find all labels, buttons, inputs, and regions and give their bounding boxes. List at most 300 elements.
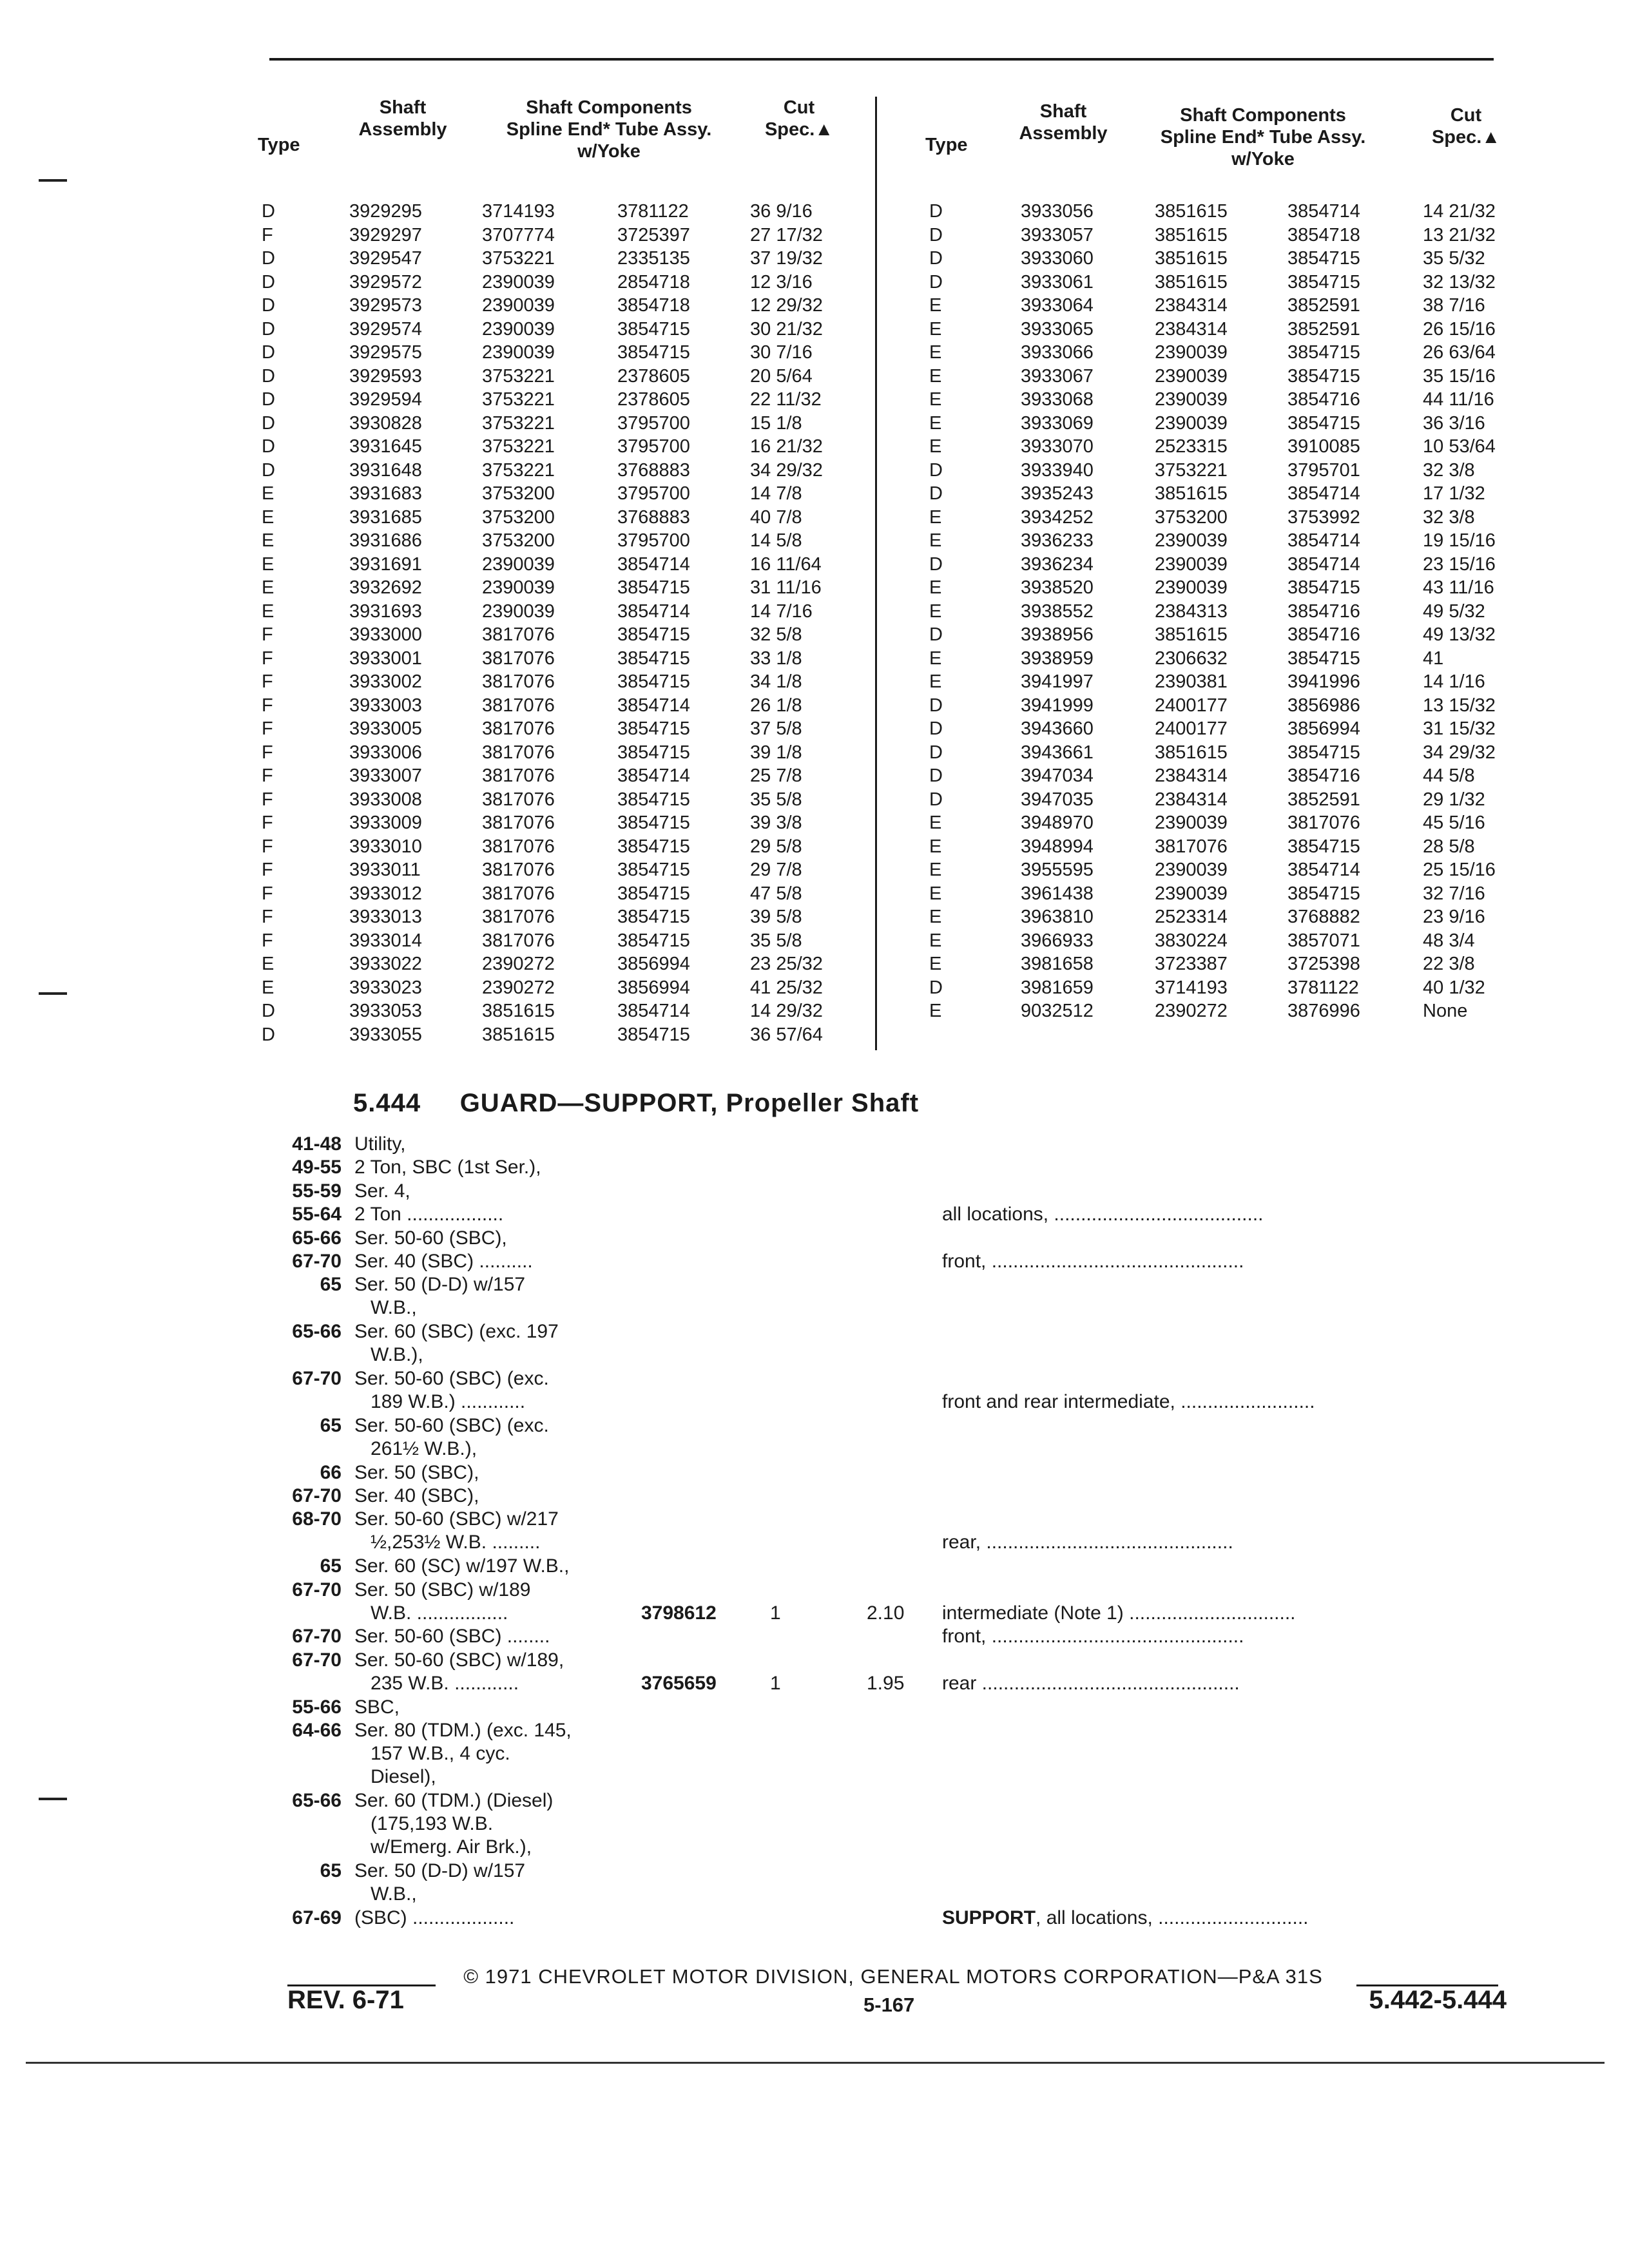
quantity: 1: [770, 1602, 781, 1624]
cell-type: E: [929, 577, 942, 598]
cell-spline-end: 2390381: [1155, 671, 1228, 692]
cell-tube-assy: 3854715: [1287, 342, 1360, 363]
header-shaft-assembly: Shaft Assembly: [358, 97, 447, 140]
application-description: Ser. 60 (SC) w/197 W.B.,: [354, 1555, 570, 1577]
cell-tube-assy: 3854716: [1287, 624, 1360, 645]
cell-type: D: [262, 295, 275, 316]
cell-spline-end: 2390039: [1155, 883, 1228, 904]
cell-type: E: [262, 553, 275, 575]
application-description: Utility,: [354, 1133, 406, 1155]
cell-cut-spec: 23 9/16: [1423, 907, 1485, 927]
cell-type: F: [262, 742, 273, 763]
cell-spline-end: 3851615: [1155, 742, 1228, 763]
application-description: Ser. 50-60 (SBC) (exc. 189 W.B.) ............: [354, 1368, 549, 1412]
section-title: GUARD—SUPPORT, Propeller Shaft: [459, 1089, 920, 1117]
cell-type: D: [929, 977, 943, 998]
cell-shaft-assembly: 3933068: [1021, 389, 1094, 410]
cell-shaft-assembly: 3938552: [1021, 601, 1094, 622]
cell-type: E: [929, 648, 942, 669]
model-years: 67-70: [292, 1368, 342, 1389]
cell-shaft-assembly: 3933008: [349, 789, 422, 810]
cell-type: F: [262, 624, 273, 645]
cell-spline-end: 3817076: [482, 812, 555, 833]
application-description: Ser. 60 (TDM.) (Diesel) (175,193 W.B. w/Emerg. Air Brk.),: [354, 1790, 554, 1858]
cell-tube-assy: 3854714: [1287, 530, 1360, 551]
cell-type: E: [929, 389, 942, 410]
cell-cut-spec: 22 11/32: [750, 389, 822, 410]
cell-type: E: [929, 860, 942, 880]
cell-shaft-assembly: 3933003: [349, 695, 422, 716]
cell-tube-assy: 3795700: [617, 412, 690, 434]
cell-spline-end: 2384314: [1155, 295, 1228, 316]
cell-tube-assy: 3854715: [617, 342, 690, 363]
header-cut-spec: Cut Spec.▲: [764, 97, 834, 140]
cell-spline-end: 2306632: [1155, 648, 1228, 669]
cell-type: F: [262, 883, 273, 904]
cell-shaft-assembly: 3929593: [349, 365, 422, 387]
application-description: Ser. 50-60 (SBC) ........: [354, 1626, 550, 1648]
cell-tube-assy: 3854715: [1287, 648, 1360, 669]
margin-mark: [39, 992, 67, 995]
header-type: Type: [258, 135, 300, 155]
cell-cut-spec: 19 15/16: [1423, 530, 1496, 551]
cell-tube-assy: 3856994: [1287, 718, 1360, 739]
model-years: 65: [320, 1414, 342, 1436]
cell-cut-spec: 49 13/32: [1423, 624, 1496, 645]
cell-tube-assy: 3854714: [617, 1001, 690, 1021]
cell-type: D: [929, 248, 943, 269]
cell-tube-assy: 3854715: [617, 860, 690, 880]
cell-type: F: [262, 224, 273, 245]
cell-shaft-assembly: 3929547: [349, 248, 422, 269]
application-description: Ser. 50 (SBC) w/189 W.B. .................: [354, 1579, 531, 1624]
cell-tube-assy: 3854715: [617, 789, 690, 810]
column-spline-end: [1155, 200, 1228, 1023]
cell-shaft-assembly: 3943661: [1021, 742, 1094, 763]
cell-type: D: [929, 695, 943, 716]
cell-shaft-assembly: 3933011: [349, 860, 421, 880]
cell-type: D: [929, 224, 943, 245]
cell-tube-assy: 3854714: [617, 765, 690, 786]
model-years: 67-70: [292, 1649, 342, 1671]
cell-tube-assy: 3795701: [1287, 459, 1360, 481]
cell-spline-end: 3817076: [482, 765, 555, 786]
cell-shaft-assembly: 3933056: [1021, 201, 1094, 222]
cell-spline-end: 3817076: [482, 695, 555, 716]
cell-type: D: [262, 1001, 275, 1021]
cell-type: E: [929, 883, 942, 904]
cell-type: F: [262, 695, 273, 716]
cell-type: E: [929, 530, 942, 551]
cell-type: E: [929, 954, 942, 974]
cell-spline-end: 3817076: [482, 624, 555, 645]
cell-shaft-assembly: 3930828: [349, 412, 422, 434]
cell-type: F: [262, 765, 273, 786]
cell-type: D: [262, 459, 275, 481]
cell-cut-spec: 26 15/16: [1423, 318, 1496, 340]
application-description: Ser. 60 (SBC) (exc. 197 W.B.),: [354, 1321, 559, 1366]
cell-shaft-assembly: 3941999: [1021, 695, 1094, 716]
cell-type: D: [929, 765, 943, 786]
cell-shaft-assembly: 3938520: [1021, 577, 1094, 598]
cell-type: E: [929, 1001, 942, 1021]
part-number: 3798612: [641, 1602, 717, 1624]
cell-cut-spec: 25 7/8: [750, 765, 802, 786]
cell-tube-assy: 3725397: [617, 224, 690, 245]
cell-spline-end: 2390039: [1155, 342, 1228, 363]
cell-shaft-assembly: 3929574: [349, 318, 422, 340]
cell-cut-spec: 47 5/8: [750, 883, 802, 904]
cell-shaft-assembly: 3943660: [1021, 718, 1094, 739]
application-description: Ser. 40 (SBC),: [354, 1485, 479, 1506]
location-note: all locations, .......................................: [942, 1204, 1264, 1225]
cell-tube-assy: 3817076: [1287, 812, 1360, 833]
cell-type: E: [929, 601, 942, 622]
cell-type: D: [929, 459, 943, 481]
model-years: 65: [320, 1555, 342, 1577]
cell-type: E: [929, 930, 942, 951]
margin-mark: [39, 179, 67, 182]
column-spline-end: [482, 200, 555, 1046]
cell-type: E: [929, 412, 942, 434]
cell-shaft-assembly: 3948994: [1021, 836, 1094, 857]
cell-cut-spec: 29 7/8: [750, 860, 802, 880]
cell-shaft-assembly: 3931693: [349, 601, 422, 622]
cell-tube-assy: 3854715: [617, 718, 690, 739]
cell-tube-assy: 3852591: [1287, 789, 1360, 810]
cell-cut-spec: 15 1/8: [750, 412, 802, 434]
cell-spline-end: 3817076: [482, 648, 555, 669]
cell-shaft-assembly: 3933014: [349, 930, 422, 951]
cell-shaft-assembly: 3929594: [349, 389, 422, 410]
cell-spline-end: 2390272: [482, 954, 555, 974]
cell-spline-end: 2390272: [1155, 1001, 1228, 1021]
cell-spline-end: 3817076: [482, 860, 555, 880]
cell-spline-end: 3753221: [1155, 459, 1228, 481]
cell-cut-spec: 44 11/16: [1423, 389, 1494, 410]
cell-cut-spec: 32 3/8: [1423, 506, 1475, 528]
cell-tube-assy: 3854715: [617, 836, 690, 857]
cell-spline-end: 2390039: [1155, 412, 1228, 434]
cell-shaft-assembly: 3933057: [1021, 224, 1094, 245]
cell-cut-spec: 14 7/16: [750, 601, 813, 622]
cell-type: E: [262, 601, 275, 622]
cell-tube-assy: 3781122: [1287, 977, 1359, 998]
location-note: front, ...............................................: [942, 1626, 1244, 1648]
cell-shaft-assembly: 3966933: [1021, 930, 1094, 951]
cell-shaft-assembly: 3933061: [1021, 271, 1094, 293]
cell-tube-assy: 3854714: [617, 601, 690, 622]
cell-type: D: [262, 1024, 275, 1045]
cell-shaft-assembly: 3929572: [349, 271, 422, 293]
cell-shaft-assembly: 3933055: [349, 1024, 422, 1045]
cell-shaft-assembly: 3933070: [1021, 436, 1094, 457]
cell-tube-assy: 3854715: [617, 648, 690, 669]
cell-type: D: [929, 718, 943, 739]
cell-cut-spec: 35 5/8: [750, 789, 802, 810]
cell-tube-assy: 3854715: [617, 624, 690, 645]
cell-tube-assy: 3856994: [617, 954, 690, 974]
cell-shaft-assembly: 3933009: [349, 812, 422, 833]
cell-shaft-assembly: 3938956: [1021, 624, 1094, 645]
cell-tube-assy: 3854715: [1287, 412, 1360, 434]
cell-spline-end: 3753200: [1155, 506, 1228, 528]
cell-type: E: [262, 577, 275, 598]
cell-shaft-assembly: 3933060: [1021, 248, 1094, 269]
cell-tube-assy: 3854714: [617, 695, 690, 716]
model-years: 49-55: [292, 1157, 342, 1178]
cell-shaft-assembly: 3963810: [1021, 907, 1094, 927]
cell-cut-spec: 39 1/8: [750, 742, 802, 763]
application-description: Ser. 50-60 (SBC) w/217 ½,253½ W.B. .........: [354, 1508, 559, 1553]
cell-cut-spec: 38 7/16: [1423, 295, 1485, 316]
cell-type: E: [262, 530, 275, 551]
cell-cut-spec: 23 15/16: [1423, 553, 1496, 575]
cell-cut-spec: 39 5/8: [750, 907, 802, 927]
cell-tube-assy: 3795700: [617, 530, 690, 551]
cell-spline-end: 2390039: [482, 601, 555, 622]
cell-shaft-assembly: 9032512: [1021, 1001, 1094, 1021]
cell-type: F: [262, 812, 273, 833]
bottom-rule: [26, 2062, 1605, 2064]
cell-tube-assy: 3854715: [1287, 577, 1360, 598]
cell-cut-spec: 34 29/32: [1423, 742, 1496, 763]
application-description: Ser. 50-60 (SBC),: [354, 1227, 507, 1249]
cell-type: E: [929, 365, 942, 387]
column-tube-assy: [617, 200, 690, 1046]
cell-type: D: [929, 271, 943, 293]
cell-spline-end: 2390039: [482, 577, 555, 598]
cell-shaft-assembly: 3936234: [1021, 553, 1094, 575]
cell-cut-spec: 37 19/32: [750, 248, 823, 269]
cell-tube-assy: 2378605: [617, 365, 690, 387]
cell-type: F: [262, 930, 273, 951]
part-number: 3765659: [641, 1673, 717, 1695]
cell-cut-spec: 34 1/8: [750, 671, 802, 692]
cell-shaft-assembly: 3948970: [1021, 812, 1094, 833]
cell-type: D: [262, 365, 275, 387]
cell-cut-spec: 25 15/16: [1423, 860, 1496, 880]
column-tube-assy: [1287, 200, 1360, 1023]
cell-shaft-assembly: 3981658: [1021, 954, 1094, 974]
cell-cut-spec: 45 5/16: [1423, 812, 1485, 833]
section-range: 5.442-5.444: [1369, 1986, 1507, 2014]
cell-shaft-assembly: 3929297: [349, 224, 422, 245]
cell-spline-end: 3753221: [482, 365, 555, 387]
cell-shaft-assembly: 3933007: [349, 765, 422, 786]
cell-spline-end: 3851615: [1155, 201, 1228, 222]
cell-type: F: [262, 860, 273, 880]
cell-spline-end: 2390039: [1155, 365, 1228, 387]
cell-cut-spec: 31 11/16: [750, 577, 822, 598]
margin-mark: [39, 1798, 67, 1800]
cell-cut-spec: 41: [1423, 648, 1444, 669]
cell-tube-assy: 3854714: [1287, 483, 1360, 504]
cell-tube-assy: 3854715: [617, 930, 690, 951]
cell-shaft-assembly: 3929295: [349, 201, 422, 222]
cell-spline-end: 3753221: [482, 436, 555, 457]
cell-tube-assy: 3795700: [617, 436, 690, 457]
cell-shaft-assembly: 3981659: [1021, 977, 1094, 998]
location-note: rear ................................................: [942, 1672, 1240, 1694]
cell-tube-assy: 3854715: [1287, 836, 1360, 857]
cell-spline-end: 3851615: [482, 1001, 555, 1021]
cell-spline-end: 3830224: [1155, 930, 1228, 951]
cell-cut-spec: 41 25/32: [750, 977, 823, 998]
model-years: 65-66: [292, 1227, 342, 1249]
header-type: Type: [925, 135, 968, 155]
cell-tube-assy: 3854716: [1287, 765, 1360, 786]
cell-cut-spec: 35 5/32: [1423, 248, 1485, 269]
cell-cut-spec: 49 5/32: [1423, 601, 1485, 622]
cell-spline-end: 3714193: [1155, 977, 1228, 998]
cell-type: E: [929, 436, 942, 457]
cell-shaft-assembly: 3941997: [1021, 671, 1094, 692]
cell-tube-assy: 3854715: [617, 883, 690, 904]
location-note: front and rear intermediate, .........................: [942, 1391, 1315, 1412]
cell-type: E: [929, 342, 942, 363]
cell-type: D: [929, 789, 943, 810]
revision-label: REV. 6-71: [287, 1986, 404, 2014]
application-description: Ser. 80 (TDM.) (exc. 145, 157 W.B., 4 cyc. Diesel),: [354, 1720, 572, 1787]
column-shaft-assembly: [1021, 200, 1094, 1023]
section-number: 5.444: [353, 1089, 421, 1117]
cell-cut-spec: 37 5/8: [750, 718, 802, 739]
cell-shaft-assembly: 3933064: [1021, 295, 1094, 316]
cell-cut-spec: 16 11/64: [750, 553, 822, 575]
cell-type: D: [929, 483, 943, 504]
application-description: SBC,: [354, 1696, 400, 1718]
cell-spline-end: 3753221: [482, 459, 555, 481]
column-cut-spec: [750, 200, 823, 1046]
cell-type: E: [929, 295, 942, 316]
cell-spline-end: 3817076: [482, 671, 555, 692]
cell-tube-assy: 3854715: [617, 812, 690, 833]
price: 2.10: [867, 1602, 905, 1624]
cell-spline-end: 2384314: [1155, 789, 1228, 810]
cell-type: F: [262, 907, 273, 927]
cell-type: E: [929, 812, 942, 833]
cell-spline-end: 3851615: [1155, 624, 1228, 645]
cell-spline-end: 3817076: [482, 883, 555, 904]
cell-tube-assy: 3941996: [1287, 671, 1360, 692]
top-rule: [269, 58, 1494, 61]
column-shaft-assembly: [349, 200, 422, 1046]
cell-spline-end: 2390039: [1155, 389, 1228, 410]
cell-tube-assy: 3854715: [1287, 742, 1360, 763]
cell-spline-end: 3723387: [1155, 954, 1228, 974]
cell-tube-assy: 3768882: [1287, 907, 1360, 927]
model-years: 66: [320, 1461, 342, 1483]
application-description: Ser. 50-60 (SBC) w/189, 235 W.B. ............: [354, 1649, 564, 1694]
cell-cut-spec: 14 7/8: [750, 483, 802, 504]
cell-spline-end: 3817076: [482, 789, 555, 810]
cell-spline-end: 3851615: [482, 1024, 555, 1045]
cell-shaft-assembly: 3933005: [349, 718, 422, 739]
cell-tube-assy: 3854714: [1287, 553, 1360, 575]
cell-cut-spec: 30 7/16: [750, 342, 813, 363]
cell-shaft-assembly: 3947035: [1021, 789, 1094, 810]
cell-tube-assy: 3856994: [617, 977, 690, 998]
header-shaft-components: Shaft Components Spline End* Tube Assy. w/Yoke: [1160, 105, 1366, 169]
cell-shaft-assembly: 3933066: [1021, 342, 1094, 363]
cell-type: D: [262, 318, 275, 340]
cell-tube-assy: 3781122: [617, 201, 689, 222]
application-description: Ser. 50 (D-D) w/157 W.B.,: [354, 1860, 526, 1905]
cell-spline-end: 3753200: [482, 530, 555, 551]
cell-spline-end: 3817076: [482, 742, 555, 763]
cell-tube-assy: 3854715: [1287, 365, 1360, 387]
application-description: 2 Ton, SBC (1st Ser.),: [354, 1157, 541, 1178]
cell-spline-end: 3817076: [1155, 836, 1228, 857]
cell-shaft-assembly: 3931645: [349, 436, 422, 457]
cell-tube-assy: 3854718: [617, 295, 690, 316]
cell-spline-end: 3851615: [1155, 271, 1228, 293]
model-years: 68-70: [292, 1508, 342, 1530]
cell-spline-end: 2390039: [1155, 860, 1228, 880]
cell-type: D: [262, 436, 275, 457]
cell-shaft-assembly: 3933000: [349, 624, 422, 645]
cell-spline-end: 2390039: [1155, 553, 1228, 575]
cell-spline-end: 3753200: [482, 483, 555, 504]
cell-spline-end: 2390039: [482, 295, 555, 316]
cell-tube-assy: 3854715: [1287, 883, 1360, 904]
cell-type: F: [262, 648, 273, 669]
cell-cut-spec: 29 1/32: [1423, 789, 1485, 810]
cell-cut-spec: 22 3/8: [1423, 954, 1475, 974]
header-shaft-assembly: Shaft Assembly: [1019, 101, 1108, 144]
cell-shaft-assembly: 3961438: [1021, 883, 1094, 904]
cell-cut-spec: 32 7/16: [1423, 883, 1485, 904]
cell-type: F: [262, 836, 273, 857]
cell-tube-assy: 3854718: [1287, 224, 1360, 245]
cell-shaft-assembly: 3932692: [349, 577, 422, 598]
model-years: 55-66: [292, 1696, 342, 1718]
cell-cut-spec: 12 3/16: [750, 271, 813, 293]
cell-shaft-assembly: 3933065: [1021, 318, 1094, 340]
cell-cut-spec: 34 29/32: [750, 459, 823, 481]
cell-shaft-assembly: 3955595: [1021, 860, 1094, 880]
column-type: [262, 200, 275, 1046]
cell-cut-spec: 40 1/32: [1423, 977, 1485, 998]
cell-tube-assy: 3854715: [1287, 248, 1360, 269]
cell-tube-assy: 3852591: [1287, 295, 1360, 316]
cell-cut-spec: 33 1/8: [750, 648, 802, 669]
cell-spline-end: 3714193: [482, 201, 555, 222]
cell-tube-assy: 3857071: [1287, 930, 1360, 951]
cell-cut-spec: 26 1/8: [750, 695, 802, 716]
cell-cut-spec: 35 15/16: [1423, 365, 1496, 387]
cell-spline-end: 2523314: [1155, 907, 1228, 927]
cell-tube-assy: 3854714: [617, 553, 690, 575]
cell-cut-spec: 36 57/64: [750, 1024, 823, 1045]
cell-cut-spec: 12 29/32: [750, 295, 823, 316]
cell-cut-spec: 20 5/64: [750, 365, 813, 387]
cell-tube-assy: 3854715: [617, 577, 690, 598]
cell-cut-spec: 14 29/32: [750, 1001, 823, 1021]
cell-spline-end: 3753221: [482, 248, 555, 269]
cell-shaft-assembly: 3933022: [349, 954, 422, 974]
cell-spline-end: 3817076: [482, 836, 555, 857]
price: 1.95: [867, 1673, 905, 1695]
cell-tube-assy: 2854718: [617, 271, 690, 293]
cell-shaft-assembly: 3933940: [1021, 459, 1094, 481]
cell-tube-assy: 3854715: [1287, 271, 1360, 293]
application-description: Ser. 40 (SBC) ..........: [354, 1251, 533, 1272]
cell-shaft-assembly: 3933013: [349, 907, 422, 927]
cell-cut-spec: 23 25/32: [750, 954, 823, 974]
cell-cut-spec: 14 21/32: [1423, 201, 1496, 222]
